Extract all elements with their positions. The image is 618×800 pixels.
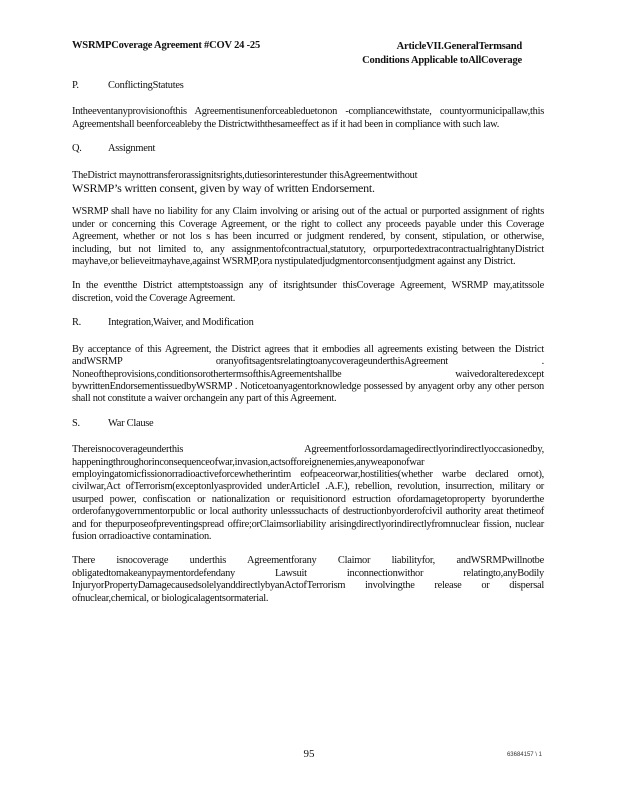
header-right-line1: ArticleVII.GeneralTermsand [396, 41, 522, 52]
section-letter: P. [72, 80, 79, 91]
paragraph: Thereisnocoverageunderthis Agreementforlossordamagedirectlyorindirectlyoccasionedby, happeningthroughorinconsequenceofwar,invasion,actsofforeignenemies,anyweaponofwar employingatomicfissionorradioactiveforcewhetherintim eofpeaceorwar,hostilities(whether warbe declared ornot), civilwar,Act ofTerrorism(exceptonlyasprovided underArticleI .A.F.), rebellion, revolution, insurrection, military or usurped power, confiscation or nationalization or requisitionord estruction ofordamagetoproperty byorunderthe orderofanygovernmentorpublic or local authority unlesssuchacts of destructionbyorderofcivil authority areat thetimeof and for thepurposeofpreventingspread offire;orClaimsorliability arisingdirectlyorindirectlyfromnuclear fission, nuclear fusion orradioactive contamination. [72, 444, 544, 542]
paragraph: In the eventthe District attemptstoassign any of itsrightsunder thisCoverage Agreement, WSRMP may,atitssole discretion, void the Coverage Agreement. [72, 280, 544, 304]
document-code: 63684157 \ 1 [506, 752, 542, 758]
paragraph: There isnocoverage underthis Agreementforany Claimor liabilityfor, andWSRMPwillnotbe obligatedtomakeanypaymentordefendany Lawsuit inconnectionwithor relatingto,anyBodily InjuryorPropertyDamagecausedsolelyanddirectlybyanActofTerrorism involvingthe release or dispersal ofnuclear,chemical, or biologicalagentsormaterial. [72, 555, 544, 604]
section-heading-s [72, 418, 544, 430]
section-letter: Q. [72, 143, 82, 155]
section-heading-p [72, 80, 544, 92]
section-title: Integration,Waiver, and Modification [108, 317, 254, 329]
section-title: Assignment [108, 143, 156, 155]
section-letter: R. [72, 317, 82, 329]
header-right-line2: Conditions Applicable toAllCoverage [362, 55, 522, 66]
header-left: WSRMPCoverage Agreement #COV 24 -25 [72, 40, 260, 51]
section-title: ConflictingStatutes [108, 80, 184, 91]
section-heading-q [72, 143, 544, 155]
paragraph: WSRMP shall have no liability for any Claim involving or arising out of the actual or purported assignment of rights under or concerning this Coverage Agreement, or the right to collect any proceeds payable under this Coverage Agreement, whether or not los s has been incurred or judgment rendered, by consent, stipulation, or otherwise, including, but not limited to, any assignmentofcontractual,statutory, orpurportedextracontractualrightanyDistrict mayhave,or believeitmayhave,against WSRMP,ora nystipulatedjudgmentorconsentjudgment against any District. [72, 206, 544, 268]
section-title: War Clause [108, 417, 154, 429]
paragraph: Intheeventanyprovisionofthis Agreementisunenforceableduetonon -compliancewithstate, countyormunicipallaw,this Agreementshall beenforceableby the Districtwiththesameeffect as if it had been in compliance with such law. [72, 106, 544, 130]
page-number: 95 [303, 748, 315, 760]
document-body [72, 80, 544, 617]
header-right [362, 40, 522, 68]
section-letter: S. [72, 417, 80, 429]
paragraph: By acceptance of this Agreement, the District agrees that it embodies all agreements existing between the District andWSRMP oranyofitsagentsrelatingtoanycoverageunderthisAgreement . Noneoftheprovisions,conditionsorothertermsofthisAgreementshallbe waivedoralteredexcept bywrittenEndorsementissuedbyWSRMP . Noticetoanyagentorknowledge possessed by anyagent orby any other person shall not constitute a waiver orchangein any part of this Agreement. [72, 343, 544, 405]
section-heading-r [72, 317, 544, 329]
paragraph: TheDistrict maynottransferorassignitsrights,dutiesorinterestunder thisAgreementwithout [72, 169, 418, 181]
paragraph: WSRMP’s written consent, given by way of written Endorsement. [72, 181, 375, 196]
